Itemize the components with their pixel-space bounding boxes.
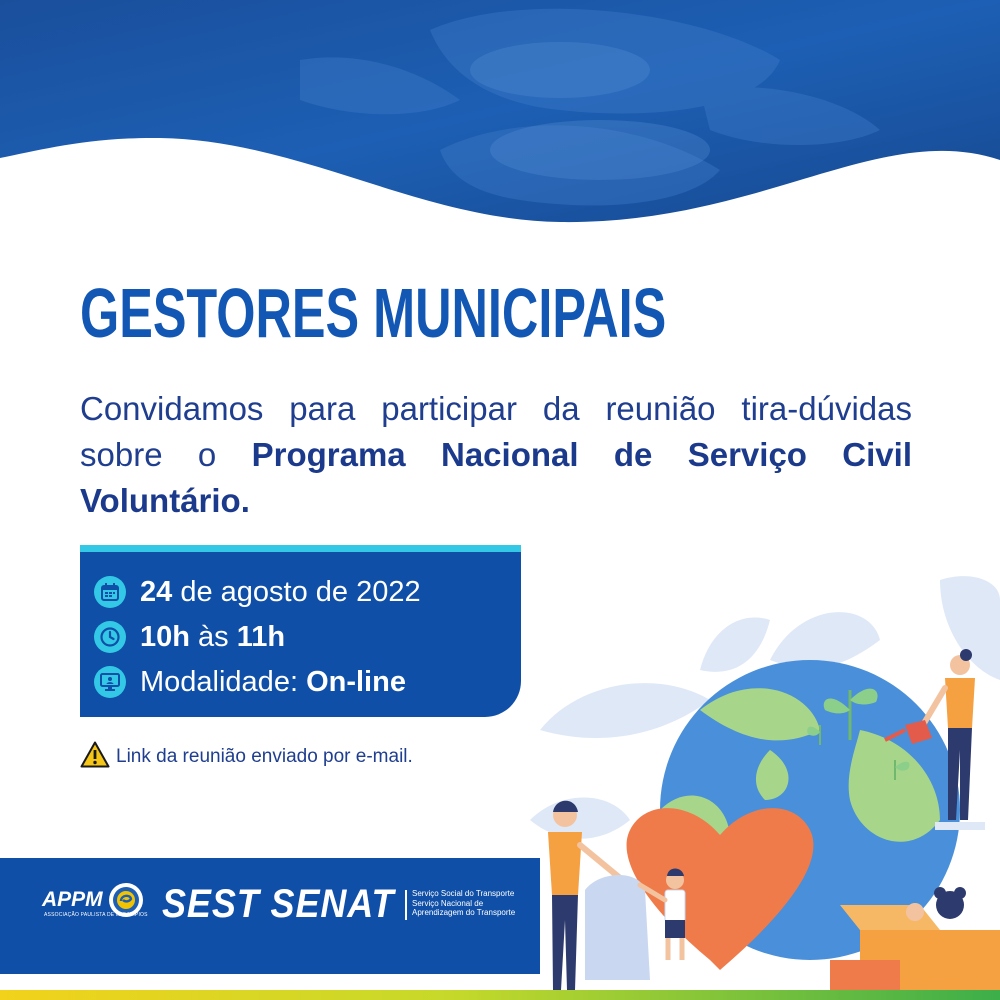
time-start: 10h [140,620,190,653]
intro-text: Convidamos para participar da reunião tira-dúvidas sobre o [80,390,912,473]
time-end: 11h [236,620,286,653]
sest-divider [405,890,407,920]
date-day: 24 [140,575,173,608]
notice-text: Link da reunião enviado por e-mail. [116,746,413,767]
clock-icon [94,621,126,653]
sest-desc-line-1: Serviço Social do Transporte [412,889,515,898]
volunteer-illustration [520,560,1000,1000]
page-title: GESTORES MUNICIPAIS [80,274,667,352]
time-row [94,617,285,657]
meeting-link-notice [80,742,413,772]
event-modality [140,666,406,699]
date-rest: de agosto de 2022 [180,575,421,608]
event-date [140,576,421,609]
date-row [94,572,421,612]
modality-row [94,662,406,702]
time-separator: às [198,620,229,653]
intro-paragraph [80,386,912,524]
appm-logo-text: APPM [42,888,103,911]
modality-value: On-line [306,665,406,698]
modality-label: Modalidade: [140,665,298,698]
event-time [140,621,285,654]
warning-icon [80,741,110,773]
calendar-icon [94,576,126,608]
appm-subtitle: ASSOCIAÇÃO PAULISTA DE MUNICÍPIOS [44,912,148,918]
sest-desc-line-3: Aprendizagem do Transporte [412,908,516,917]
sest-senat-description [412,889,515,918]
sest-senat-logo: SEST SENAT [162,882,395,926]
bottom-color-bar [0,990,1000,1000]
program-name: Programa Nacional de Serviço Civil Voluntário. [80,436,912,519]
monitor-icon [94,666,126,698]
sest-desc-line-2: Serviço Nacional de [412,898,484,908]
hero-banner [0,0,1000,240]
event-info-card [80,545,521,717]
